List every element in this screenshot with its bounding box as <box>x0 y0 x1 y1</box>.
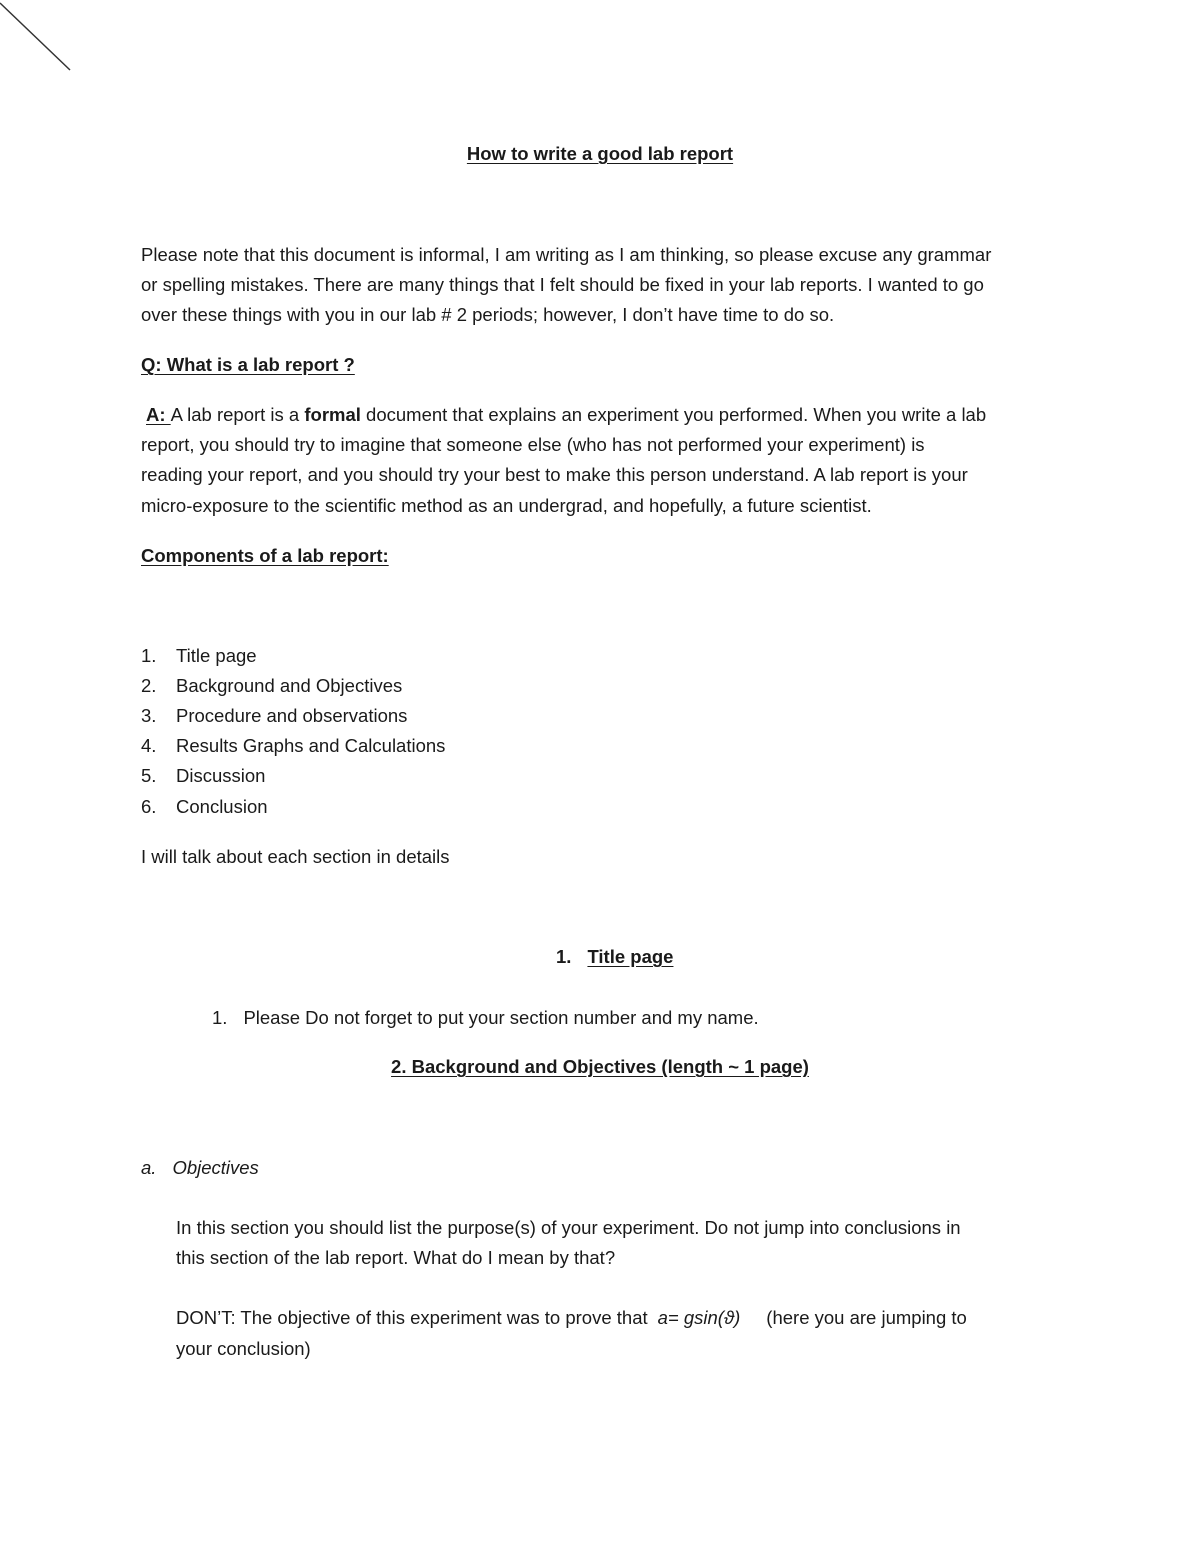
sections-note: I will talk about each section in details <box>141 846 450 867</box>
corner-fold-line <box>0 0 80 80</box>
objectives-line: In this section you should list the purpose(s) of your experiment. Do not jump into conclusions in <box>176 1217 961 1238</box>
components-heading: Components of a lab report: <box>141 545 389 566</box>
list-label: Please Do not forget to put your section number and my name. <box>243 1007 759 1028</box>
answer-prefix: A: <box>146 404 171 425</box>
section2-heading: 2. Background and Objectives (length ~ 1 page) <box>391 1056 809 1077</box>
question-heading: Q: What is a lab report ? <box>141 354 355 375</box>
dont-text: DON’T: The objective of this experiment was to prove that <box>176 1307 648 1328</box>
answer-line: report, you should try to imagine that someone else (who has not performed your experiment) is <box>141 434 925 455</box>
section1-number: 1. <box>556 946 572 967</box>
section2-subheading <box>141 1157 259 1179</box>
answer-text: document that explains an experiment you performed. When you write a lab <box>360 404 987 425</box>
list-label: Discussion <box>176 765 266 786</box>
list-number: 3. <box>141 705 157 726</box>
sub-label: Objectives <box>172 1157 259 1178</box>
intro-line: Please note that this document is informal, I am writing as I am thinking, so please excuse any grammar <box>141 244 992 265</box>
section1-heading <box>556 946 673 968</box>
formula: a= gsin(ϑ) <box>657 1307 741 1328</box>
document-title: How to write a good lab report <box>466 143 734 164</box>
list-number: 1. <box>141 645 157 666</box>
objectives-line: this section of the lab report. What do I mean by that? <box>176 1247 616 1268</box>
list-label: Conclusion <box>176 796 268 817</box>
list-label: Results Graphs and Calculations <box>176 735 446 756</box>
intro-line: or spelling mistakes. There are many things that I felt should be fixed in your lab reports. I wanted to go <box>141 274 984 295</box>
answer-line: micro-exposure to the scientific method as an undergrad, and hopefully, a future scientist. <box>141 495 872 516</box>
section1-item <box>212 1007 759 1029</box>
list-number: 4. <box>141 735 157 756</box>
section1-title: Title page <box>587 946 674 967</box>
answer-line: reading your report, and you should try your best to make this person understand. A lab report is your <box>141 464 968 485</box>
list-number: 6. <box>141 796 157 817</box>
dont-example-line2: your conclusion) <box>176 1338 311 1359</box>
list-label: Background and Objectives <box>176 675 403 696</box>
answer-line-1 <box>146 404 986 426</box>
sub-letter: a. <box>141 1157 157 1178</box>
list-number: 5. <box>141 765 157 786</box>
list-number: 2. <box>141 675 157 696</box>
answer-bold-word: formal <box>304 404 361 425</box>
dont-example-line <box>176 1307 967 1329</box>
answer-text: A lab report is a <box>170 404 305 425</box>
dont-text: (here you are jumping to <box>766 1307 967 1328</box>
intro-line: over these things with you in our lab # 2 periods; however, I don’t have time to do so. <box>141 304 835 325</box>
list-number: 1. <box>212 1007 228 1028</box>
list-label: Title page <box>176 645 257 666</box>
list-label: Procedure and observations <box>176 705 408 726</box>
